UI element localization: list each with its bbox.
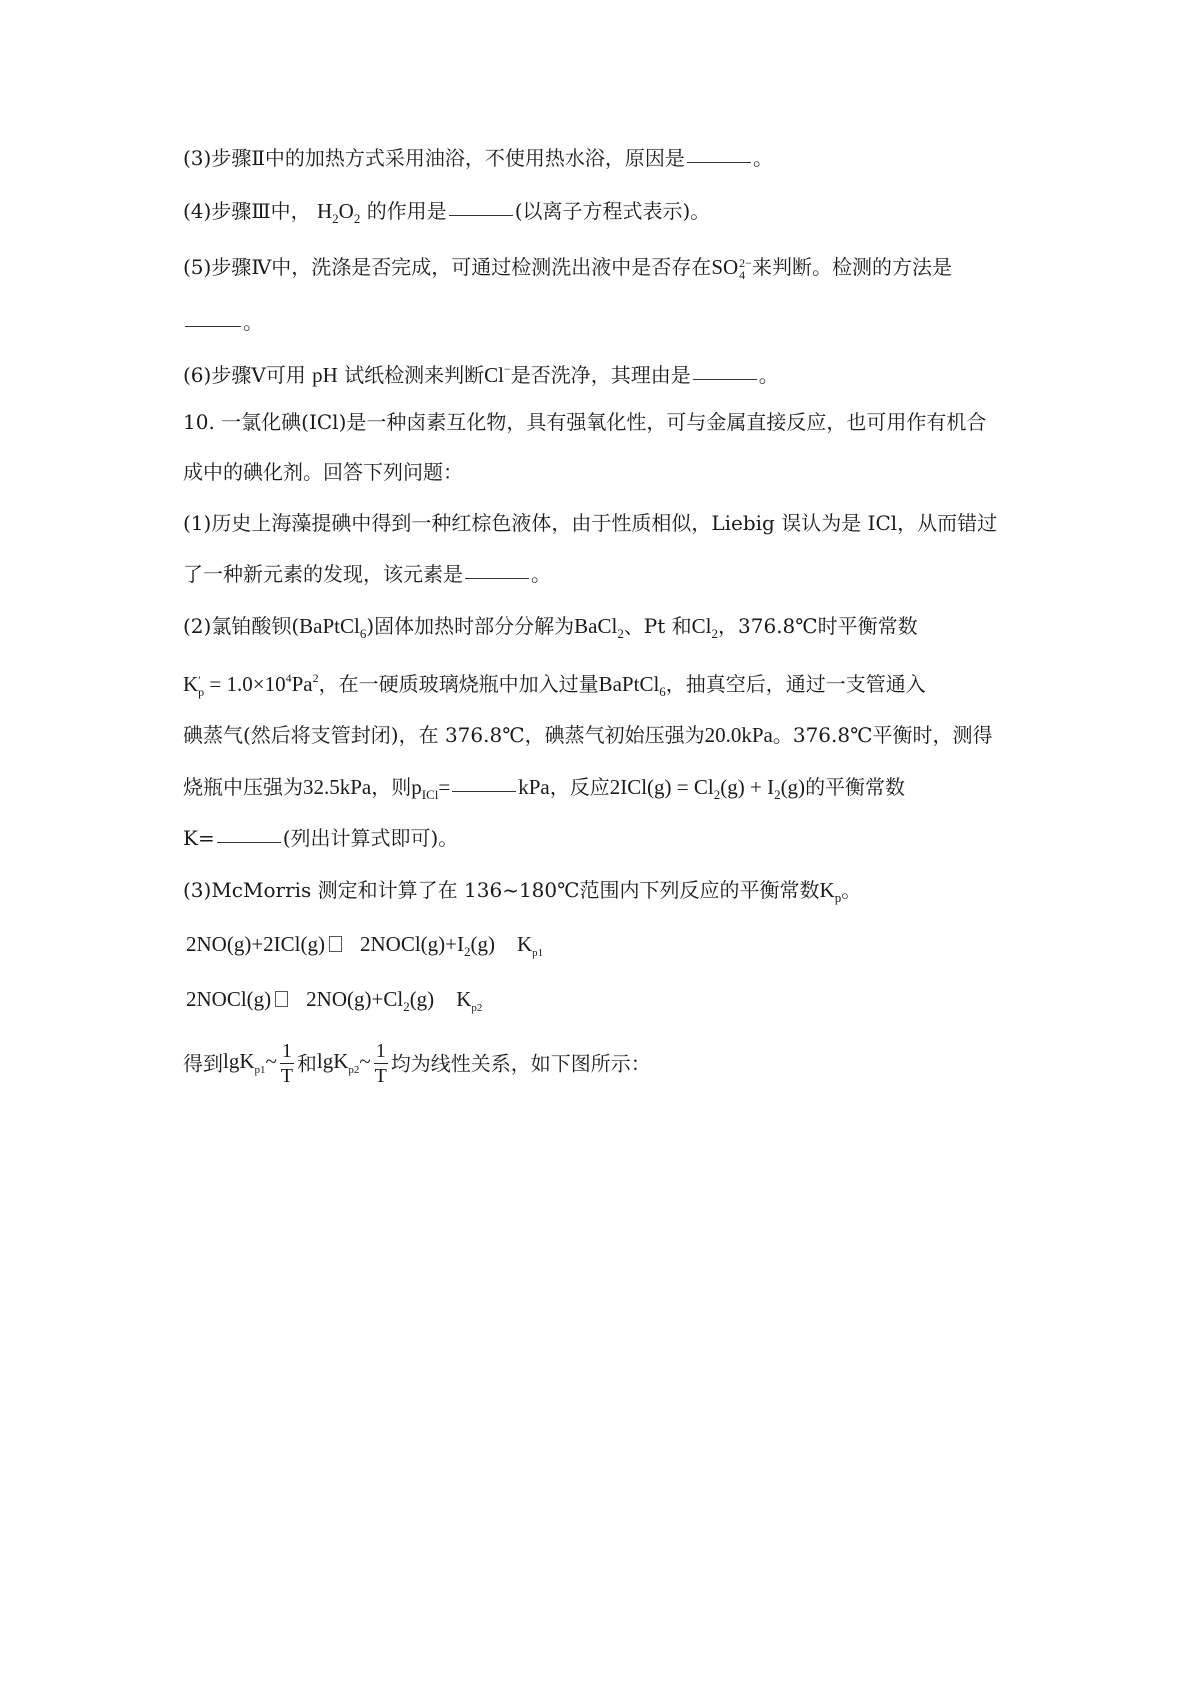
question-10-2-line4: 烧瓶中压强为32.5kPa，则$p_{ICl}=$ kPa，反应$2ICl(g) = Cl_2(g) + I_2(g)$的平衡常数 [183,775,906,802]
q3-text: (3)步骤Ⅱ中的加热方式采用油浴，不使用热水浴，原因是 [183,146,685,170]
answer-blank [452,790,516,792]
question-6: (6)步骤Ⅴ可用 pH 试纸检测来判断Cl−是否洗净，其理由是 。 [183,362,779,387]
question-4: (4)步骤Ⅲ中， $H_2O_2$ 的作用是 (以离子方程式表示)。 [183,199,711,226]
answer-blank [693,378,757,380]
question-3: (3)步骤Ⅱ中的加热方式采用油浴，不使用热水浴，原因是 。 [183,146,773,170]
answer-blank [687,161,751,163]
question-5-line2: 。 [183,312,263,332]
answer-blank [185,325,241,327]
icl-reaction: $2ICl(g) = Cl_2(g) + I_2(g)$ [609,775,806,802]
question-10-intro-line2: 成中的碘化剂。回答下列问题： [183,460,463,484]
question-10-3: (3)McMorris 测定和计算了在 136~180℃范围内下列反应的平衡常数$K_p$。 [183,878,862,905]
question-10-intro-line1: 10. 一氯化碘(ICl)是一种卤素互化物，具有强氧化性，可与金属直接反应，也可用作有机合 [183,410,987,434]
fraction-1-over-t: $\frac{1}{T}$ [374,1040,387,1087]
sulfate-ion: SO 2− 4 [711,255,752,283]
question-10-1-line1: (1)历史上海藻提碘中得到一种红棕色液体，由于性质相似，Liebig 误认为是 ICl，从而错过 [183,511,998,535]
linear-relation-line: 得到lgK$_{p1}$~ $\frac{1}{T}$ 和lgK$_{p2}$~ $\frac{1}{T}$ 均为线性关系，如下图所示： [183,1040,651,1087]
question-5: (5)步骤Ⅳ中，洗涤是否完成，可通过检测洗出液中是否存在SO 2− 4 来判断。检测的方法是 [183,255,952,283]
answer-blank [217,841,281,843]
equilibrium-arrow-icon [275,991,288,1007]
chloride-ion: Cl− [484,362,511,387]
answer-blank [449,214,513,216]
reaction-2: 2NOCl(g) $2NO(g)+Cl_2(g)$ $K_{p2}$ [186,987,483,1014]
question-10-2-line3: 碘蒸气(然后将支管封闭)，在 376.8℃，碘蒸气初始压强为20.0kPa。376.8℃平衡时，测得 [183,723,993,747]
kp-prime-formula: K ′ p = $1.0\times 10^4Pa^2$ [183,671,319,700]
h2o2-formula: $H_2O_2$ [316,199,361,226]
question-10-2-line1: (2)氯铂酸钡(BaPtCl$_6$)固体加热时部分分解为BaCl$_2$、Pt 和$Cl_2$，376.8℃时平衡常数 [183,614,918,641]
fraction-1-over-t: $\frac{1}{T}$ [280,1040,293,1087]
equilibrium-arrow-icon [329,936,342,952]
reaction-1: 2NO(g)+2ICl(g) $2NOCl(g)+I_2(g)$ $K_{p1}$ [186,932,544,959]
question-10-1-line2: 了一种新元素的发现，该元素是 。 [183,562,551,586]
question-10-2-line5: K= (列出计算式即可)。 [183,826,459,850]
answer-blank [465,577,529,579]
question-10-2-line2: K ′ p = $1.0\times 10^4Pa^2$，在一硬质玻璃烧瓶中加入过量BaPtCl$_6$，抽真空后，通过一支管通入 [183,671,926,700]
